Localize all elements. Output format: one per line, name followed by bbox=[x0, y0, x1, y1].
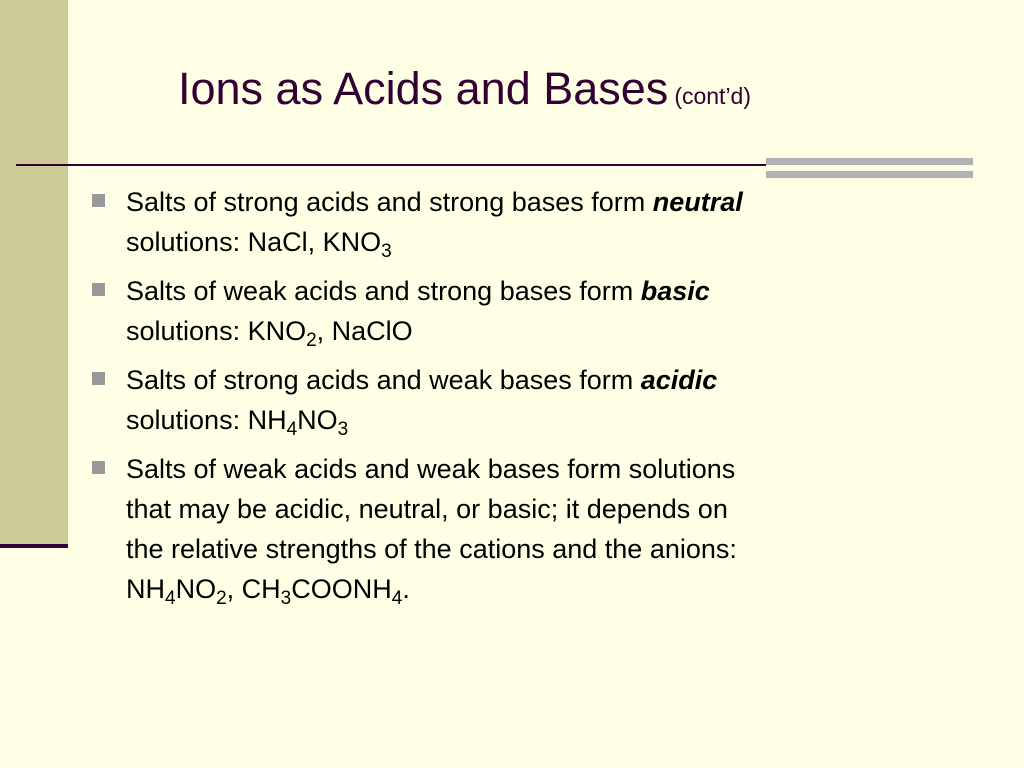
emphasis-basic: basic bbox=[640, 276, 710, 306]
bullet-list bbox=[88, 182, 928, 618]
subscript: 2 bbox=[306, 330, 317, 351]
subscript: 4 bbox=[391, 588, 403, 609]
bullet-examples-tail: , NaClO bbox=[316, 316, 413, 346]
bullet-examples: solutions: NaCl, KNO bbox=[126, 227, 382, 257]
slide-title bbox=[178, 62, 751, 116]
formula-part: COONH bbox=[291, 574, 392, 604]
bullet-line-2: that may be acidic, neutral, or basic; it depends on bbox=[126, 494, 728, 524]
left-accent-bar bbox=[0, 0, 68, 546]
formula-part: NH bbox=[126, 574, 165, 604]
subscript: 3 bbox=[337, 419, 349, 440]
formula-part: , CH bbox=[226, 574, 281, 604]
square-bullet-icon bbox=[92, 461, 105, 474]
title-main: Ions as Acids and Bases bbox=[178, 63, 669, 114]
bullet-line-3: the relative strengths of the cations and the anions: bbox=[126, 534, 737, 564]
emphasis-acidic: acidic bbox=[640, 365, 718, 395]
bullet-item-basic bbox=[88, 271, 928, 351]
square-bullet-icon bbox=[92, 194, 105, 207]
bullet-item-neutral bbox=[88, 182, 928, 262]
left-accent-rule bbox=[0, 544, 68, 548]
bullet-text: Salts of strong acids and weak bases form bbox=[126, 365, 641, 395]
subscript: 3 bbox=[280, 588, 292, 609]
bullet-line-1: Salts of weak acids and weak bases form solutions bbox=[126, 454, 736, 484]
title-divider-rule bbox=[16, 164, 766, 166]
bullet-examples: solutions: NH bbox=[126, 405, 287, 435]
gray-accent-rule-top bbox=[766, 158, 973, 165]
formula-end: . bbox=[402, 574, 410, 604]
title-note: (cont’d) bbox=[674, 83, 752, 109]
formula-part: NO bbox=[175, 574, 217, 604]
bullet-item-acidic bbox=[88, 360, 928, 440]
bullet-item-weak-weak bbox=[88, 449, 928, 609]
emphasis-neutral: neutral bbox=[652, 187, 743, 217]
subscript: 2 bbox=[216, 588, 227, 609]
bullet-examples: solutions: KNO bbox=[126, 316, 307, 346]
subscript: 3 bbox=[381, 241, 392, 262]
gray-accent-rule-bottom bbox=[766, 171, 973, 178]
bullet-examples-mid: NO bbox=[297, 405, 338, 435]
square-bullet-icon bbox=[92, 372, 105, 385]
bullet-text: Salts of weak acids and strong bases form bbox=[126, 276, 641, 306]
bullet-text: Salts of strong acids and strong bases form bbox=[126, 187, 653, 217]
subscript: 4 bbox=[165, 588, 176, 609]
square-bullet-icon bbox=[92, 283, 105, 296]
subscript: 4 bbox=[286, 419, 298, 440]
